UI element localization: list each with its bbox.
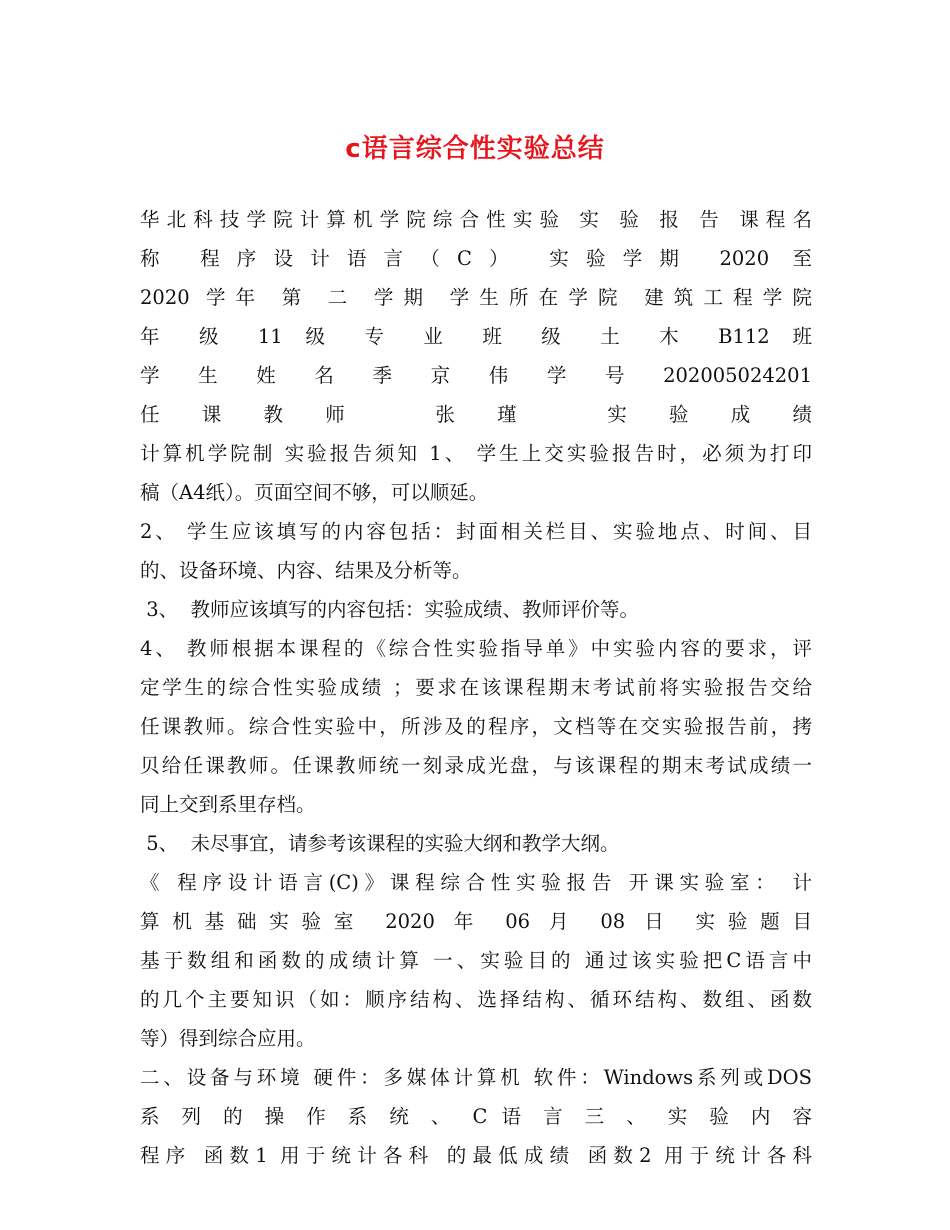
document-body [140, 200, 812, 1175]
text-line: 二、设备与环境 硬件：多媒体计算机 软件：Windows系列或DOS [140, 1066, 812, 1089]
text-line: 2020 学年 第 二 学期 学生所在学院 建筑工程学院 [140, 286, 812, 309]
text-line: 5、 未尽事宜，请参考该课程的实验大纲和教学大纲。 [140, 832, 620, 855]
text-line: 等）得到综合应用。 [140, 1027, 316, 1050]
text-line: 系 列 的 操 作 系 统 、 C 语 言 三 、 实 验 内 容 [140, 1105, 812, 1128]
text-line: 任课教师。综合性实验中，所涉及的程序，文档等在交实验报告前，拷 [140, 715, 812, 738]
text-line: 同上交到系里存档。 [140, 793, 316, 816]
text-line: 的、设备环境、内容、结果及分析等。 [140, 559, 472, 582]
text-line: 2、 学生应该填写的内容包括：封面相关栏目、实验地点、时间、目 [140, 520, 812, 543]
text-line: 贝给任课教师。任课教师统一刻录成光盘，与该课程的期末考试成绩一 [140, 754, 812, 777]
text-line: 定学生的综合性实验成绩 ；要求在该课程期末考试前将实验报告交给 [140, 676, 812, 699]
text-line: 年 级 11 级 专 业 班 级 土 木 B112 班 [140, 325, 812, 348]
text-line: 《 程序设计语言(C)》课程综合性实验报告 开课实验室： 计 [140, 871, 812, 894]
text-line: 4、 教师根据本课程的《综合性实验指导单》中实验内容的要求，评 [140, 637, 812, 660]
text-line: 计算机学院制 实验报告须知 1、 学生上交实验报告时，必须为打印 [140, 442, 812, 465]
text-line: 基于数组和函数的成绩计算 一、实验目的 通过该实验把C语言中 [140, 949, 812, 972]
document-title: c语言综合性实验总结 [345, 134, 605, 164]
text-line: 称 程序设计语言（C） 实验学期 2020 至 [140, 247, 812, 270]
text-line: 算机基础实验室 2020 年 06 月 08 日 实验题目 [140, 910, 812, 933]
text-line: 程序 函数1 用于统计各科 的最低成绩 函数2 用于统计各科 [140, 1144, 812, 1167]
text-line: 稿（A4纸）。页面空间不够，可以顺延。 [140, 481, 489, 504]
text-line: 任课教师 张瑾 实验成绩 [140, 403, 812, 426]
text-line: 的几个主要知识（如：顺序结构、选择结构、循环结构、数组、函数 [140, 988, 812, 1011]
text-line: 华北科技学院计算机学院综合性实验 实 验 报 告 课程名 [140, 208, 812, 231]
text-line: 3、 教师应该填写的内容包括：实验成绩、教师评价等。 [140, 598, 640, 621]
text-line: 学 生 姓 名 季 京 伟 学 号 202005024201 [140, 364, 812, 387]
